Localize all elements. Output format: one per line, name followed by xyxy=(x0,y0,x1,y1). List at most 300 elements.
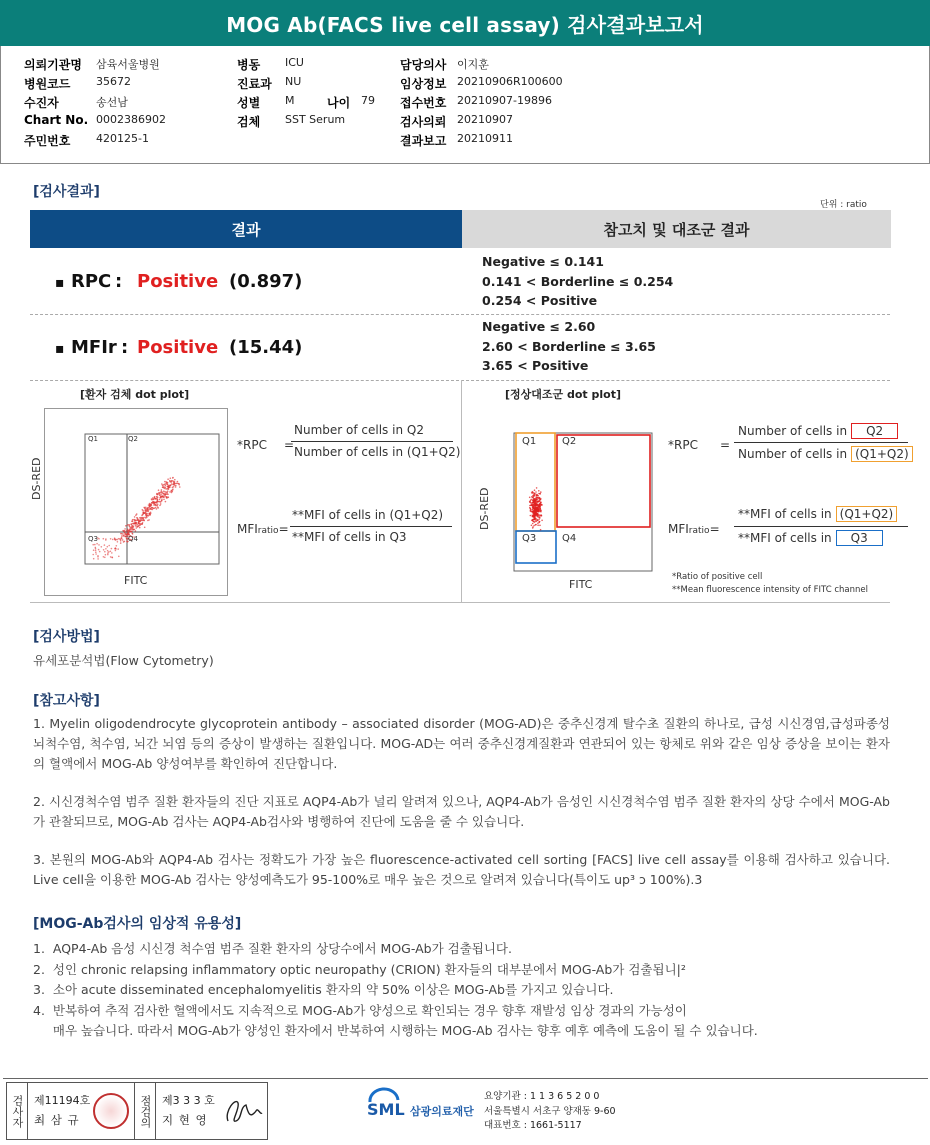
org-code: 요양기관 : 1 1 3 6 5 2 0 0 xyxy=(484,1091,600,1102)
scatter-dot xyxy=(157,499,159,501)
info-col3 xyxy=(400,56,563,151)
scatter-dot xyxy=(154,497,156,499)
scatter-dot xyxy=(165,491,167,493)
report-title: MOG Ab(FACS live cell assay) 검사결과보고서 xyxy=(0,0,930,46)
scatter-dot xyxy=(167,478,169,480)
scatter-dot xyxy=(535,518,537,520)
scatter-dot xyxy=(166,481,168,483)
scatter-dot xyxy=(537,524,539,526)
clinical-list xyxy=(33,939,903,1042)
footnote-2: **Mean fluorescence intensity of FITC channel xyxy=(672,585,868,595)
scatter-dot xyxy=(167,496,169,498)
scatter-dot xyxy=(532,523,534,525)
scatter-dot xyxy=(95,547,97,549)
scatter-dot xyxy=(98,549,100,551)
mfi-subscript: ratio xyxy=(257,526,279,536)
scatter-dot xyxy=(122,530,124,532)
scatter-dot xyxy=(168,488,170,490)
age-value: 79 xyxy=(361,94,375,107)
mfir-value: (15.44) xyxy=(229,337,303,358)
scatter-dot xyxy=(535,497,537,499)
confirm-name: 지 현 영 xyxy=(162,1113,208,1127)
scatter-dot xyxy=(534,489,536,491)
scatter-dot xyxy=(534,518,536,520)
scatter-dot xyxy=(530,508,532,510)
scatter-dot xyxy=(156,496,158,498)
scatter-dot xyxy=(133,529,135,531)
ref-line: 0.141 < Borderline ≤ 0.254 xyxy=(482,273,674,289)
scatter-dot xyxy=(125,525,127,527)
scatter-dot xyxy=(119,538,121,540)
scatter-dot xyxy=(539,525,541,527)
note-paragraph-2: 2. 시신경척수염 범주 질환 환자들의 진단 지표로 AQP4-Ab가 널리 알려져 있으나, AQP4-Ab가 음성인 시신경척수염 범주 질환 환자의 상당 수에서 MOG-Ab가 관찰되므로, MOG-Ab 검사는 AQP4-Ab검사와 병행하여 진단에 도움을 줄 수 있습니다. xyxy=(33,794,890,829)
scatter-dot xyxy=(151,505,153,507)
scatter-dot xyxy=(166,497,168,499)
scatter-dot xyxy=(157,505,159,507)
scatter-dot xyxy=(169,481,171,483)
scatter-dot xyxy=(538,493,540,495)
scatter-dot xyxy=(140,523,142,525)
scatter-dot xyxy=(147,509,149,511)
scatter-dot xyxy=(143,512,145,514)
scatter-dot xyxy=(145,515,147,517)
notes-heading: [참고사항] xyxy=(33,693,100,709)
scatter-dot xyxy=(535,503,537,505)
scatter-dot xyxy=(540,514,542,516)
scatter-dot xyxy=(121,538,123,540)
fraction-bar xyxy=(734,526,908,527)
scatter-dot xyxy=(123,541,125,543)
mfir-reference xyxy=(482,317,656,376)
scatter-dot xyxy=(111,548,113,550)
scatter-dot xyxy=(532,519,534,521)
scatter-dot xyxy=(162,486,164,488)
scatter-dot xyxy=(140,517,142,519)
scatter-dot xyxy=(101,546,103,548)
info-label: 수진자 xyxy=(24,96,59,110)
scatter-dot xyxy=(142,510,144,512)
scatter-dot xyxy=(538,522,540,524)
scatter-dot xyxy=(93,549,95,551)
scatter-dot xyxy=(533,516,535,518)
scatter-dot xyxy=(173,484,175,486)
plot-bottom-line xyxy=(30,602,890,603)
scatter-dot xyxy=(178,484,180,486)
scatter-dot xyxy=(135,520,137,522)
scatter-dot xyxy=(132,521,134,523)
q3-label: Q3 xyxy=(522,533,537,544)
scatter-dot xyxy=(144,527,146,529)
scatter-dot xyxy=(122,535,124,537)
mfi-subscript: ratio xyxy=(688,526,710,536)
scatter-dot xyxy=(115,550,117,552)
scatter-dot xyxy=(535,509,537,511)
list-item: 4. 반복하여 추적 검사한 혈액에서도 지속적으로 MOG-Ab가 양성으로 확인되는 경우 향후 재발성 임상 경과의 가능성이 xyxy=(33,1002,687,1018)
scatter-dot xyxy=(531,496,533,498)
scatter-dot xyxy=(537,497,539,499)
ref-line: Negative ≤ 2.60 xyxy=(482,319,596,334)
scatter-dot xyxy=(539,510,541,512)
ref-line: 0.254 < Positive xyxy=(482,293,598,308)
seal-icon xyxy=(93,1093,129,1129)
scatter-dot xyxy=(166,488,168,490)
control-rpc-numerator xyxy=(738,423,898,439)
scatter-dot xyxy=(539,506,541,508)
org-name: 삼광의료재단 xyxy=(410,1105,474,1118)
signature-icon xyxy=(222,1093,264,1129)
scatter-dot xyxy=(162,492,164,494)
scatter-dot xyxy=(150,508,152,510)
scatter-dot xyxy=(158,489,160,491)
control-rpc-denominator xyxy=(738,446,913,462)
scatter-dot xyxy=(156,502,158,504)
scatter-dot xyxy=(540,491,542,493)
scatter-dot xyxy=(139,520,141,522)
control-mfi-denominator xyxy=(738,530,883,546)
info-col1 xyxy=(24,56,166,151)
scatter-dot xyxy=(535,495,537,497)
scatter-dot xyxy=(151,499,153,501)
row-divider xyxy=(30,314,890,315)
scatter-dot xyxy=(532,499,534,501)
scatter-dot xyxy=(538,490,540,492)
scatter-dot xyxy=(110,551,112,553)
scatter-dot xyxy=(152,497,154,499)
row-divider xyxy=(30,380,890,381)
mfi-formula-label xyxy=(237,522,289,536)
scatter-dot xyxy=(154,496,156,498)
info-value: ICU xyxy=(285,56,304,69)
scatter-dot xyxy=(105,554,107,556)
scatter-dot xyxy=(103,549,105,551)
scatter-dot xyxy=(535,500,537,502)
method-heading: [검사방법] xyxy=(33,629,100,645)
scatter-dot xyxy=(124,532,126,534)
scatter-dot xyxy=(535,513,537,515)
scatter-dot xyxy=(160,503,162,505)
q1q2-box: (Q1+Q2) xyxy=(851,446,913,462)
patient-y-axis-label: DS-RED xyxy=(30,457,43,500)
scatter-dot xyxy=(531,504,533,506)
info-label: 검체 xyxy=(237,115,261,129)
ref-line: 3.65 < Positive xyxy=(482,358,589,373)
scatter-dot xyxy=(529,501,531,503)
scatter-dot xyxy=(128,524,130,526)
scatter-dot xyxy=(130,523,132,525)
scatter-dot xyxy=(116,539,118,541)
patient-plot-title: [환자 검체 dot plot] xyxy=(80,388,190,401)
scatter-dot xyxy=(125,536,127,538)
scatter-dot xyxy=(134,516,136,518)
scatter-dot xyxy=(107,550,109,552)
scatter-dot xyxy=(175,486,177,488)
scatter-dot xyxy=(124,534,126,536)
scatter-dot xyxy=(110,538,112,540)
unit-label: 단위 : ratio xyxy=(820,200,867,210)
result-column-header: 결과 xyxy=(30,210,462,248)
scatter-dot xyxy=(154,504,156,506)
info-value: 20210906R100600 xyxy=(457,75,563,88)
q3-box: Q3 xyxy=(836,530,883,546)
scatter-dot xyxy=(530,515,532,517)
scatter-dot xyxy=(175,483,177,485)
scatter-dot xyxy=(94,544,96,546)
age-label: 나이 xyxy=(327,96,351,110)
scatter-dot xyxy=(108,551,110,553)
scatter-dot xyxy=(532,526,534,528)
scatter-dot xyxy=(103,556,105,558)
scatter-dot xyxy=(95,551,97,553)
result-heading: [검사결과] xyxy=(33,184,100,200)
mfi-of-text: **MFI of cells in xyxy=(738,531,832,545)
rpc-denominator: Number of cells in (Q1+Q2) xyxy=(294,445,461,459)
scatter-dot xyxy=(105,548,107,550)
info-value: 송선남 xyxy=(96,96,128,109)
scatter-dot xyxy=(117,541,119,543)
scatter-dot xyxy=(157,504,159,506)
info-label: 병원코드 xyxy=(24,77,71,91)
scatter-dot xyxy=(149,503,151,505)
scatter-dot xyxy=(174,479,176,481)
scatter-dot xyxy=(95,553,97,555)
control-y-axis-label: DS-RED xyxy=(478,487,491,530)
scatter-dot xyxy=(104,544,106,546)
scatter-dot xyxy=(92,554,94,556)
scatter-dot xyxy=(137,519,139,521)
mfir-status: Positive xyxy=(137,337,219,358)
scatter-dot xyxy=(532,492,534,494)
scatter-dot xyxy=(146,516,148,518)
scatter-dot xyxy=(159,501,161,503)
scatter-dot xyxy=(172,477,174,479)
scatter-dot xyxy=(111,552,113,554)
scatter-dot xyxy=(107,554,109,556)
scatter-dot xyxy=(539,516,541,518)
mfir-name: MFIr xyxy=(71,337,117,358)
scatter-dot xyxy=(122,533,124,535)
info-label: 의뢰기관명 xyxy=(24,58,82,72)
scatter-dot xyxy=(163,496,165,498)
sml-logo: SML xyxy=(367,1100,405,1119)
q2-box: Q2 xyxy=(851,423,898,439)
scatter-dot xyxy=(112,539,114,541)
q4-label: Q4 xyxy=(562,533,577,544)
q1q2-box: (Q1+Q2) xyxy=(836,506,898,522)
q2-label: Q2 xyxy=(128,435,138,443)
control-x-axis-label: FITC xyxy=(569,578,593,591)
mfi-of-text: **MFI of cells in xyxy=(738,507,832,521)
scatter-dot xyxy=(540,498,542,500)
scatter-dot xyxy=(125,530,127,532)
scatter-dot xyxy=(148,509,150,511)
rpc-value: (0.897) xyxy=(229,271,303,292)
scatter-dot xyxy=(141,515,143,517)
scatter-dot xyxy=(534,511,536,513)
scatter-dot xyxy=(132,529,134,531)
scatter-dot xyxy=(159,495,161,497)
rpc-formula-label: *RPC xyxy=(237,438,267,452)
scatter-dot xyxy=(104,557,106,559)
scatter-dot xyxy=(114,537,116,539)
scatter-dot xyxy=(179,486,181,488)
scatter-dot xyxy=(110,556,112,558)
scatter-dot xyxy=(129,526,131,528)
info-value: 20210907-19896 xyxy=(457,94,552,107)
info-value: 20210907 xyxy=(457,113,513,126)
confirm-label: 점검의 xyxy=(134,1082,156,1140)
scatter-dot xyxy=(161,498,163,500)
scatter-dot xyxy=(531,525,533,527)
info-value: 0002386902 xyxy=(96,113,166,126)
scatter-dot xyxy=(148,504,150,506)
scatter-dot xyxy=(147,508,149,510)
rpc-sep: : xyxy=(115,271,123,292)
cells-in-text: Number of cells in xyxy=(738,447,848,461)
rpc-result xyxy=(55,271,302,295)
scatter-dot xyxy=(152,501,154,503)
scatter-dot xyxy=(535,491,537,493)
control-plot-title: [정상대조군 dot plot] xyxy=(505,388,621,401)
scatter-dot xyxy=(539,503,541,505)
rpc-name: RPC xyxy=(71,271,112,292)
scatter-dot xyxy=(540,511,542,513)
scatter-dot xyxy=(537,504,539,506)
scatter-dot xyxy=(165,501,167,503)
info-label: Chart No. xyxy=(24,113,89,127)
info-value: NU xyxy=(285,75,302,88)
info-value: M xyxy=(285,94,295,107)
rpc-eq: = xyxy=(720,438,731,452)
info-label: 접수번호 xyxy=(400,96,447,110)
info-col2 xyxy=(237,56,375,132)
reference-column-header: 참고치 및 대조군 결과 xyxy=(462,210,891,248)
info-label: 임상정보 xyxy=(400,77,447,91)
scatter-dot xyxy=(97,558,99,560)
rpc-eq: = xyxy=(284,438,295,452)
info-label: 결과보고 xyxy=(400,134,447,148)
mfir-result xyxy=(55,337,302,361)
info-value: 이지훈 xyxy=(457,58,489,71)
scatter-dot xyxy=(144,507,146,509)
scatter-dot xyxy=(131,527,133,529)
scatter-dot xyxy=(92,544,94,546)
scatter-dot xyxy=(172,491,174,493)
scatter-dot xyxy=(156,494,158,496)
scatter-dot xyxy=(536,520,538,522)
q3-label: Q3 xyxy=(88,535,98,543)
scatter-dot xyxy=(541,520,543,522)
scatter-dot xyxy=(135,523,137,525)
scatter-dot xyxy=(142,520,144,522)
scatter-dot xyxy=(142,522,144,524)
scatter-dot xyxy=(160,494,162,496)
scatter-dot xyxy=(534,501,536,503)
mfi-denominator: **MFI of cells in Q3 xyxy=(292,530,407,544)
q1-label: Q1 xyxy=(522,436,537,447)
note-paragraph-1: 1. Myelin oligodendrocyte glycoprotein antibody – associated disorder (MOG-AD)은 중추신경계 탈수초 질환의 하나로, 급성 시신경염,급성파종성 뇌척수염, 척수염, 뇌간 뇌염 등의 증상이 발생하는 질환입니다. MOG-AD는 여러 중추신경계질환과 연관되어 있는 항체로 위와 같은 임상 증상을 보이는 환자의 혈액에서 MOG-Ab 양성여부를 확인하여 진단합니다. xyxy=(33,716,890,771)
scatter-dot xyxy=(534,499,536,501)
scatter-dot xyxy=(533,525,535,527)
scatter-dot xyxy=(154,507,156,509)
scatter-dot xyxy=(161,483,163,485)
scatter-dot xyxy=(171,483,173,485)
scatter-dot xyxy=(159,505,161,507)
scatter-dot xyxy=(159,499,161,501)
scatter-dot xyxy=(105,538,107,540)
plot-divider xyxy=(461,380,462,602)
cells-in-text: Number of cells in xyxy=(738,424,848,438)
scatter-dot xyxy=(143,520,145,522)
scatter-dot xyxy=(96,543,98,545)
rpc-numerator: Number of cells in Q2 xyxy=(294,423,424,437)
scatter-dot xyxy=(537,520,539,522)
scatter-dot xyxy=(538,514,540,516)
scatter-dot xyxy=(148,511,150,513)
scatter-dot xyxy=(108,545,110,547)
scatter-dot xyxy=(124,528,126,530)
mfi-eq: = xyxy=(709,522,720,536)
scatter-dot xyxy=(163,499,165,501)
rpc-reference xyxy=(482,252,673,311)
method-text: 유세포분석법(Flow Cytometry) xyxy=(33,653,214,668)
scatter-dot xyxy=(536,487,538,489)
scatter-dot xyxy=(530,502,532,504)
scatter-dot xyxy=(167,490,169,492)
scatter-dot xyxy=(147,514,149,516)
scatter-dot xyxy=(95,549,97,551)
scatter-dot xyxy=(104,551,106,553)
confirm-license: 제3 3 3 호 xyxy=(162,1094,215,1107)
scatter-dot xyxy=(136,517,138,519)
info-value: SST Serum xyxy=(285,113,346,126)
control-mfi-numerator xyxy=(738,506,897,522)
scatter-dot xyxy=(540,529,542,531)
scatter-dot xyxy=(172,489,174,491)
mfi-numerator: **MFI of cells in (Q1+Q2) xyxy=(292,508,444,522)
scatter-dot xyxy=(533,505,535,507)
scatter-dot xyxy=(147,520,149,522)
info-label: 검사의뢰 xyxy=(400,115,447,129)
info-label: 주민번호 xyxy=(24,134,71,148)
scatter-dot xyxy=(169,487,171,489)
scatter-dot xyxy=(136,525,138,527)
scatter-dot xyxy=(93,558,95,560)
scatter-dot xyxy=(116,545,118,547)
scatter-dot xyxy=(122,539,124,541)
ref-line: 2.60 < Borderline ≤ 3.65 xyxy=(482,338,656,354)
scatter-dot xyxy=(121,535,123,537)
q1-label: Q1 xyxy=(88,435,98,443)
scatter-dot xyxy=(98,544,100,546)
scatter-dot xyxy=(160,497,162,499)
scatter-dot xyxy=(103,538,105,540)
scatter-dot xyxy=(132,519,134,521)
fraction-bar xyxy=(734,442,908,443)
list-item: 1. AQP4-Ab 음성 시신경 척수염 범주 질환 환자의 상당수에서 MOG-Ab가 검출됩니다. xyxy=(33,941,512,956)
scatter-dot xyxy=(538,519,540,521)
list-item: 매우 높습니다. 따라서 MOG-Ab가 양성인 환자에서 반복하여 시행하는 MOG-Ab 검사는 향후 예후 예측에 도움이 될 수 있습니다. xyxy=(33,1023,758,1038)
scatter-dot xyxy=(157,507,159,509)
org-phone: 대표번호 : 1661-5117 xyxy=(484,1120,582,1131)
scatter-dot xyxy=(535,524,537,526)
mfir-sep: : xyxy=(121,337,129,358)
scatter-dot xyxy=(115,548,117,550)
scatter-dot xyxy=(161,500,163,502)
scatter-dot xyxy=(120,542,122,544)
note-paragraph-3: 3. 본원의 MOG-Ab와 AQP4-Ab 검사는 정확도가 가장 높은 fluorescence-activated cell sorting [FACS] live cell assay를 이용해 검사하고 있습니다. Live cell을 이용한 MOG-Ab 검사는 양성예측도가 95-100%로 매우 높은 것으로 알려져 있습니다(특이도 up³ ɔ 100%).3 xyxy=(33,852,890,887)
scatter-dot xyxy=(149,506,151,508)
mfi-text: MFI xyxy=(668,522,689,536)
